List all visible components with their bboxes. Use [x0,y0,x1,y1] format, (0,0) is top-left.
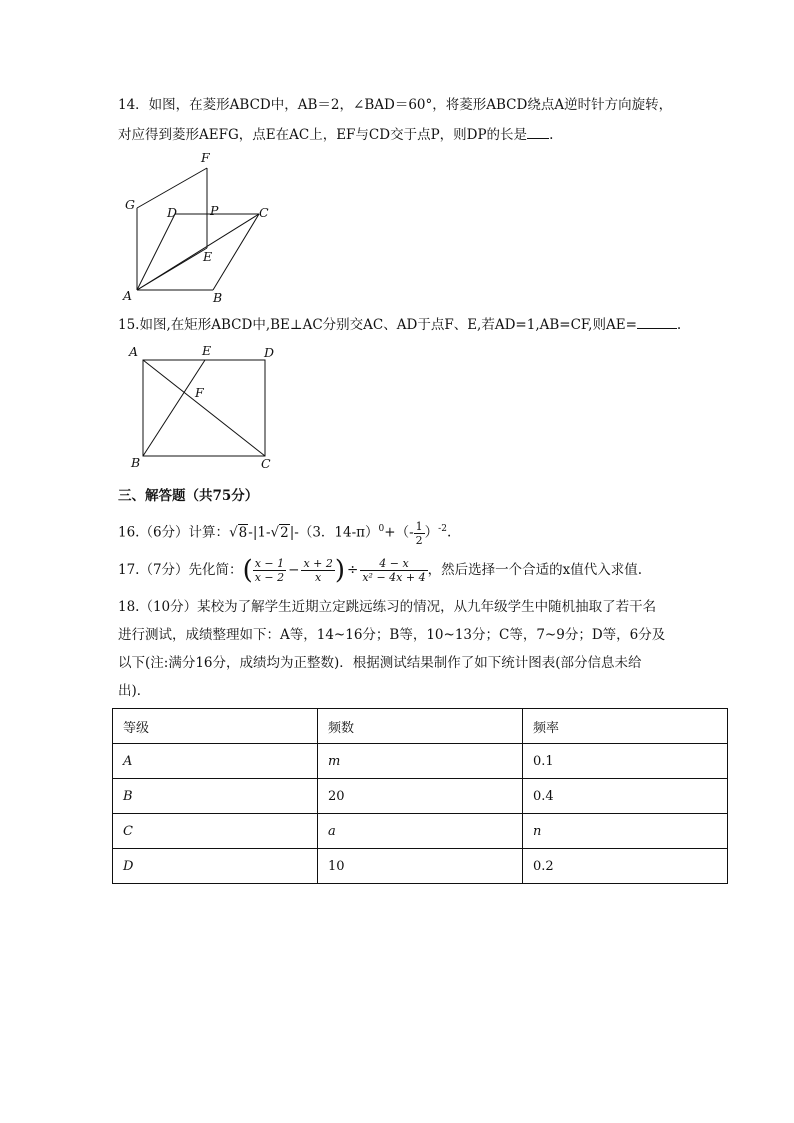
q17-right-paren: ) [334,555,346,586]
cell-grade: B [113,779,318,814]
cell-grade: D [113,849,318,884]
q18-line2: 进行测试，成绩整理如下：A等，14~16分；B等，10~13分；C等，7~9分；D等，6分及 [118,627,666,643]
table-row [113,779,728,814]
cell-rate: 0.2 [523,849,728,884]
table-row [113,744,728,779]
q17-prefix: 17.（7分）先化简： [118,562,243,578]
q16-exp0: 0 [378,524,385,534]
cell-rate: n [523,814,728,849]
header-frequency-rate: 频率 [523,709,728,744]
q14-segment-gf [137,168,207,208]
q15-label-a: A [129,344,139,359]
cell-count: a [318,814,523,849]
q14-label-c: C [259,205,269,220]
table-header-row [113,709,728,744]
q17-fraction-3 [360,557,427,584]
q16-close: ） [424,524,439,541]
q14-label-g: G [125,197,135,212]
q17-suffix: ，然后选择一个合适的x值代入求值. [427,562,642,578]
q17-left-paren: ( [242,555,253,586]
q16-sqrt8: √8 [229,524,248,541]
header-frequency-count: 频数 [318,709,523,744]
q16-mid: |-（3．14-π） [289,524,379,541]
q15-line [118,314,681,335]
q17-minus: − [288,562,300,578]
q14-label-f: F [201,150,210,165]
q15-answer-blank[interactable] [637,314,677,329]
q17-f3-num: 4 − x [360,557,427,571]
q15-text: 15.如图,在矩形ABCD中,BE⊥AC分别交AC、AD于点F、E,若AD=1,AB=CF,则AE= [118,317,637,333]
q14-line2 [118,124,553,145]
q17-f1-num: x − 1 [254,557,285,570]
q15-rectangle-figure [125,342,295,472]
q15-label-c: C [261,456,271,471]
q17-f3-den: x² − 4x + 4 [362,571,426,584]
q16-end: . [446,524,452,541]
header-grade: 等级 [113,709,318,744]
q14-segment-bc [213,214,259,290]
q14-answer-blank[interactable] [527,124,549,139]
q17-fraction-2 [301,557,334,584]
q16-half-den: 2 [415,533,423,547]
q18-frequency-table [112,708,728,884]
q16-half-fraction [414,520,425,547]
cell-grade: C [113,814,318,849]
q17-f2-num: x + 2 [303,557,333,570]
q17-f2-den: x [315,571,322,584]
q16-abs-part: -|1- [248,524,271,541]
cell-rate: 0.4 [523,779,728,814]
q14-line2-end: . [549,127,554,143]
cell-count: 20 [318,779,523,814]
q16-plus: +（- [384,524,414,541]
q18-line4: 出)． [118,683,151,699]
q15-text-end: . [676,317,682,333]
q15-label-b: B [131,455,141,470]
q14-label-d: D [167,205,178,220]
q17-f1-den: x − 2 [254,571,285,584]
q18-line1: 18.（10分）某校为了解学生近期立定跳远练习的情况，从九年级学生中随机抽取了若干名 [118,599,657,615]
q15-label-d: D [264,345,275,360]
section-title: 三、解答题（共75分） [118,488,259,504]
q14-label-p: P [210,203,219,218]
table-row [113,849,728,884]
q16-line [118,516,451,547]
q14-label-b: B [213,290,223,305]
q14-rhombus-figure [115,150,295,310]
cell-rate: 0.1 [523,744,728,779]
q18-line3: 以下(注:满分16分，成绩均为正整数)．根据测试结果制作了如下统计图表(部分信息未给 [118,655,642,671]
q14-line2-text: 对应得到菱形AEFG，点E在AC上，EF与CD交于点P，则DP的长是 [118,127,528,143]
q17-div: ÷ [347,562,359,578]
q14-label-a: A [123,288,133,303]
cell-count: m [318,744,523,779]
q16-exp-neg2: -2 [438,524,447,534]
q16-half-num: 1 [415,519,423,533]
q15-segment-be [143,360,205,456]
q17-fraction-1 [253,557,286,584]
q15-label-f: F [195,385,204,400]
q17-line [118,554,642,587]
table-row [113,814,728,849]
q16-sqrt2-radicand: 2 [280,524,289,541]
q16-sqrt8-radicand: 8 [238,524,248,541]
q14-line1: 14．如图，在菱形ABCD中，AB＝2，∠BAD＝60°，将菱形ABCD绕点A逆时针方向旋转， [118,97,673,113]
cell-count: 10 [318,849,523,884]
cell-grade: A [113,744,318,779]
q14-label-e: E [203,249,213,264]
q16-sqrt2: √2 [270,524,289,541]
q15-label-e: E [202,343,212,358]
q15-diagonal-ac [143,360,265,456]
q16-prefix: 16.（6分）计算： [118,524,230,541]
